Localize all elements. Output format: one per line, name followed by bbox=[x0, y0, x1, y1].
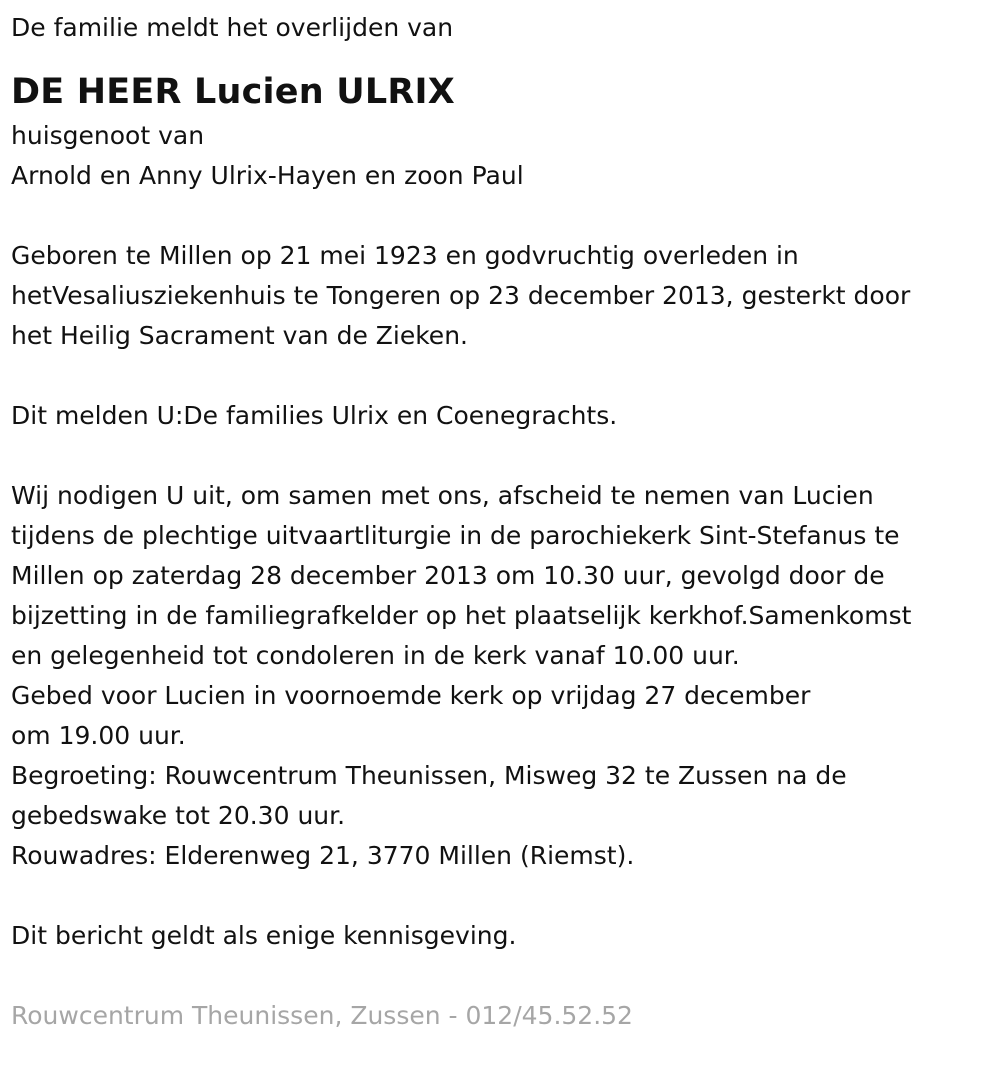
household-label: huisgenoot van bbox=[11, 121, 205, 150]
prayer-line: om 19.00 uur. bbox=[11, 721, 186, 750]
paragraph-spacer bbox=[11, 196, 990, 236]
families-text: Dit melden U:De families Ulrix en Coenegrachts. bbox=[11, 401, 618, 430]
birth-death-line: Geboren te Millen op 21 mei 1923 en godvruchtig overleden in bbox=[11, 241, 799, 270]
invitation-line: Millen op zaterdag 28 december 2013 om 10.30 uur, gevolgd door de bbox=[11, 561, 885, 590]
invitation-line: tijdens de plechtige uitvaartliturgie in de parochiekerk Sint-Stefanus te bbox=[11, 521, 900, 550]
paragraph-spacer bbox=[11, 956, 990, 996]
intro-text: De familie meldt het overlijden van bbox=[11, 13, 454, 42]
invitation-line: en gelegenheid tot condoleren in de kerk vanaf 10.00 uur. bbox=[11, 641, 740, 670]
birth-death-line: het Heilig Sacrament van de Zieken. bbox=[11, 321, 468, 350]
invitation-paragraph bbox=[11, 476, 990, 876]
paragraph-spacer bbox=[11, 876, 990, 916]
paragraph-spacer bbox=[11, 356, 990, 396]
paragraph-spacer bbox=[11, 436, 990, 476]
notice-text: Dit bericht geldt als enige kennisgeving. bbox=[11, 921, 517, 950]
household-members: Arnold en Anny Ulrix-Hayen en zoon Paul bbox=[11, 161, 524, 190]
invitation-line: Wij nodigen U uit, om samen met ons, afscheid te nemen van Lucien bbox=[11, 481, 874, 510]
funeral-home-footer: Rouwcentrum Theunissen, Zussen - 012/45.52.52 bbox=[11, 1001, 633, 1030]
prayer-line: Gebed voor Lucien in voornoemde kerk op vrijdag 27 december bbox=[11, 681, 811, 710]
birth-death-paragraph bbox=[11, 236, 990, 356]
deceased-name: DE HEER Lucien ULRIX bbox=[11, 72, 455, 112]
invitation-line: bijzetting in de familiegrafkelder op het plaatselijk kerkhof.Samenkomst bbox=[11, 601, 912, 630]
visitation-line: gebedswake tot 20.30 uur. bbox=[11, 801, 346, 830]
mourning-address: Rouwadres: Elderenweg 21, 3770 Millen (Riemst). bbox=[11, 841, 635, 870]
visitation-line: Begroeting: Rouwcentrum Theunissen, Misweg 32 te Zussen na de bbox=[11, 761, 847, 790]
birth-death-line: hetVesaliusziekenhuis te Tongeren op 23 december 2013, gesterkt door bbox=[11, 281, 911, 310]
